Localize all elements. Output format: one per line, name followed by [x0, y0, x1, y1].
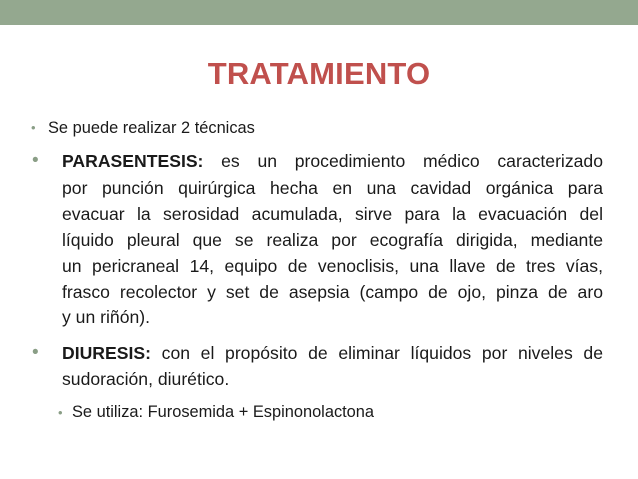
parasentesis-line: un pericraneal 14, equipo de venoclisis, una llave de tres vías, [62, 256, 603, 276]
parasentesis-term: PARASENTESIS: [62, 151, 204, 171]
slide-title: TRATAMIENTO [207, 56, 431, 91]
diuresis-term: DIURESIS: [62, 343, 151, 363]
sub-bullet-text: Se utiliza: Furosemida + Espinonolactona [72, 403, 375, 421]
parasentesis-line: frasco recolector y set de asepsia (campo de ojo, pinza de aro [62, 282, 603, 302]
parasentesis-line: líquido pleural que se realiza por ecografía dirigida, mediante [62, 230, 603, 250]
top-accent-band [0, 0, 638, 25]
parasentesis-line: y un riñón). [62, 307, 151, 327]
bullet-icon: • [58, 405, 63, 420]
parasentesis-line: evacuar la serosidad acumulada, sirve para la evacuación del [62, 204, 603, 224]
bullet-icon: • [32, 342, 39, 363]
parasentesis-first-text: es un procedimiento médico caracterizado [221, 151, 603, 171]
parasentesis-line: por punción quirúrgica hecha en una cavidad orgánica para [62, 178, 603, 198]
diuresis-first-text: con el propósito de eliminar líquidos por niveles de [161, 343, 603, 363]
intro-text: Se puede realizar 2 técnicas [48, 119, 255, 137]
bullet-icon: • [32, 150, 39, 171]
diuresis-first-line [62, 341, 603, 365]
parasentesis-first-line [62, 149, 603, 173]
bullet-icon: • [31, 120, 36, 135]
diuresis-line: sudoración, diurético. [62, 369, 230, 389]
